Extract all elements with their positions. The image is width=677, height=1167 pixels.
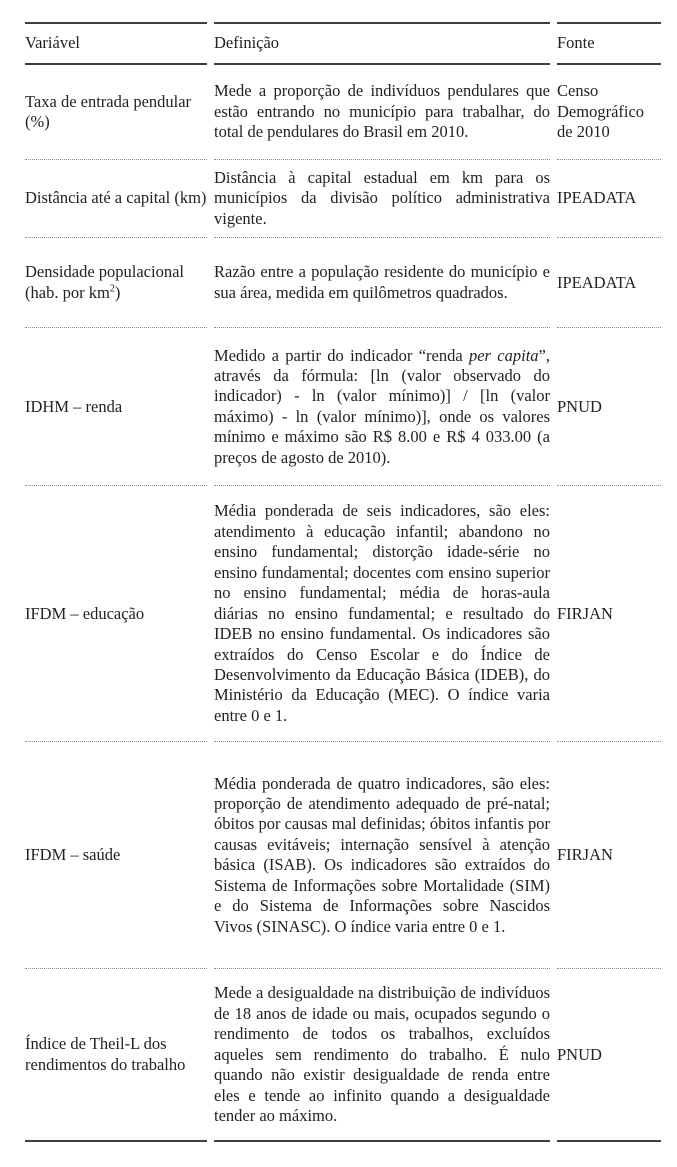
table-row xyxy=(25,238,661,328)
table-body xyxy=(25,65,661,1142)
source-cell: PNUD xyxy=(557,969,661,1142)
variable-cell: IFDM – educação xyxy=(25,486,207,742)
table-row xyxy=(25,486,661,742)
table-row xyxy=(25,742,661,969)
definition-cell: Razão entre a população residente do município e sua área, medida em quilômetros quadrados. xyxy=(214,238,550,328)
variable-cell: Índice de Theil-L dos rendimentos do trabalho xyxy=(25,969,207,1142)
variable-cell: Distância até a capital (km) xyxy=(25,160,207,238)
header-row xyxy=(25,22,661,65)
definition-cell: Distância à capital estadual em km para os municípios da divisão político administrativa vigente. xyxy=(214,160,550,238)
table-header xyxy=(25,22,661,65)
source-cell: IPEADATA xyxy=(557,160,661,238)
variable-cell: IDHM – renda xyxy=(25,328,207,486)
source-cell: FIRJAN xyxy=(557,742,661,969)
table-row xyxy=(25,160,661,238)
column-header-variavel: Variável xyxy=(25,22,207,65)
definition-cell: Mede a proporção de indivíduos pendulares que estão entrando no município para trabalhar, do total de pendulares do Brasil em 2010. xyxy=(214,65,550,160)
table-row xyxy=(25,65,661,160)
definition-cell: Média ponderada de quatro indicadores, são eles: proporção de atendimento adequado de pré-natal; óbitos por causas mal definidas; óbitos infantis por causas evitáveis; internação sensível à atenção básica (ISAB). Os indicadores são extraídos do Sistema de Informações sobre Mortalidade (SIM) e do Sistema de Informações sobre Nascidos Vivos (SINASC). O índice varia entre 0 e 1. xyxy=(214,742,550,969)
column-header-fonte: Fonte xyxy=(557,22,661,65)
table-row xyxy=(25,969,661,1142)
variable-cell: Densidade populacional (hab. por $km^2$) xyxy=(25,238,207,328)
table-row xyxy=(25,328,661,486)
variables-table xyxy=(18,22,668,1142)
column-header-definicao: Definição xyxy=(214,22,550,65)
variable-cell: Taxa de entrada pendular (%) xyxy=(25,65,207,160)
definition-cell: Mede a desigualdade na distribuição de indivíduos de 18 anos de idade ou mais, ocupados segundo o rendimento de todos os trabalhos, excluídos aqueles sem rendimento do trabalho. É nulo quando não existir desigualdade de renda entre eles e tende ao infinito quando a desigualdade tender ao máximo. xyxy=(214,969,550,1142)
source-cell: Censo Demográfico de 2010 xyxy=(557,65,661,160)
source-cell: FIRJAN xyxy=(557,486,661,742)
source-cell: PNUD xyxy=(557,328,661,486)
variable-cell: IFDM – saúde xyxy=(25,742,207,969)
source-cell: IPEADATA xyxy=(557,238,661,328)
definition-cell: Média ponderada de seis indicadores, são eles: atendimento à educação infantil; abandono no ensino fundamental; distorção idade-série no ensino fundamental; docentes com ensino superior no ensino fundamental; média de horas-aula diárias no ensino fundamental; e resultado do IDEB no ensino fundamental. Os indicadores são extraídos do Censo Escolar e do Índice de Desenvolvimento da Educação Básica (IDEB), do Ministério da Educação (MEC). O índice varia entre 0 e 1. xyxy=(214,486,550,742)
definition-cell: Medido a partir do indicador “renda per capita”, através da fórmula: [ln (valor observado do indicador) - ln (valor mínimo)] / [ln (valor máximo) - ln (valor mínimo)], onde os valores mínimo e máximo são R$ 8.00 e R$ 4 033.00 (a preços de agosto de 2010). xyxy=(214,328,550,486)
